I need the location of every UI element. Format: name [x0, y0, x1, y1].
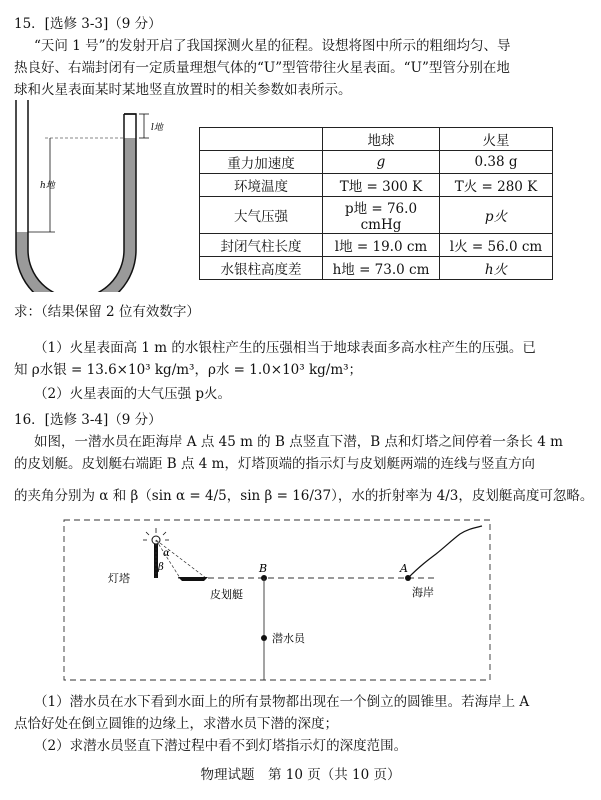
table-cell: 环境温度 [200, 174, 323, 197]
q16-sub1-line1: （1）潜水员在水下看到水面上的所有景物都出现在一个倒立的圆锥里。若海岸上 A [34, 694, 530, 710]
q16-paragraph-line3: 的夹角分别为 α 和 β（sin α = 4/5，sin β = 16/37），水的折射率为 4/3，皮划艇高度可忽略。 [14, 488, 594, 504]
kayak-label: 皮划艇 [210, 588, 243, 601]
lighthouse-label: 灯塔 [108, 572, 130, 585]
tube-outer-wall [16, 100, 136, 292]
angle-beta-label: β [158, 562, 164, 573]
table-cell: p地 = 76.0 cmHg [323, 197, 440, 234]
table-header-cell: 火星 [440, 128, 553, 151]
q15-paragraph-line1: “天问 1 号”的发射开启了我国探测火星的征程。设想将图中所示的粗细均匀、导 [34, 38, 511, 54]
table-header-row [200, 128, 553, 151]
q15-sub2: （2）火星表面的大气压强 p火。 [34, 386, 232, 402]
table-row [200, 257, 553, 280]
coast-label: 海岸 [412, 586, 434, 599]
q16-sub2: （2）求潜水员竖直下潜过程中看不到灯塔指示灯的深度范围。 [34, 738, 408, 754]
table-cell: 0.38 g [440, 151, 553, 174]
q16-heading: 16．[选修 3-4]（9 分） [14, 412, 162, 428]
table-cell: 大气压强 [200, 197, 323, 234]
q15-sub1-line1: （1）火星表面高 1 m 的水银柱产生的压强相当于地球表面多高水柱产生的压强。已 [34, 340, 536, 356]
table-cell: 水银柱高度差 [200, 257, 323, 280]
q16-paragraph-line2: 的皮划艇。皮划艇右端距 B 点 4 m，灯塔顶端的指示灯与皮划艇两端的连线与竖直方向 [14, 456, 535, 472]
table-cell: p火 [440, 197, 553, 234]
label-l-earth: l地 [151, 123, 163, 133]
mercury-column [16, 138, 136, 292]
table-cell: T地 = 300 K [323, 174, 440, 197]
q15-ask: 求：（结果保留 2 位有效数字） [14, 304, 200, 320]
table-cell: l地 = 19.0 cm [323, 234, 440, 257]
tube-inner-wall [28, 100, 124, 292]
q15-paragraph-line2: 热良好、右端封闭有一定质量理想气体的“U”型管带往火星表面。“U”型管分别在地 [14, 60, 510, 76]
u-tube-diagram [8, 100, 168, 292]
diver-label: 潜水员 [272, 632, 305, 645]
table-row [200, 174, 553, 197]
table-row [200, 197, 553, 234]
table-cell: T火 = 280 K [440, 174, 553, 197]
diver-diagram [60, 516, 500, 686]
table-row [200, 234, 553, 257]
q16-sub1-line2: 点恰好处在倒立圆锥的边缘上，求潜水员下潜的深度； [14, 716, 338, 732]
q15-sub1-line2: 知 ρ水银 = 13.6×10³ kg/m³，ρ水 = 1.0×10³ kg/m³； [14, 362, 363, 378]
table-cell: 封闭气柱长度 [200, 234, 323, 257]
q15-heading: 15．[选修 3-3]（9 分） [14, 16, 162, 32]
table-cell: h地 = 73.0 cm [323, 257, 440, 280]
kayak-shape [178, 577, 208, 581]
page-footer: 物理试题 第 10 页（共 10 页） [200, 767, 401, 783]
diagram-frame [64, 520, 490, 680]
parameter-table [199, 127, 553, 280]
label-h-earth: h地 [40, 181, 55, 191]
angle-alpha-label: α [163, 548, 170, 559]
q15-paragraph-line3: 球和火星表面某时某地竖直放置时的相关参数如表所示。 [14, 82, 352, 98]
table-cell: l火 = 56.0 cm [440, 234, 553, 257]
diver-point [261, 635, 267, 641]
q16-paragraph-line1: 如图，一潜水员在距海岸 A 点 45 m 的 B 点竖直下潜，B 点和灯塔之间停着一条长 4 m [34, 434, 563, 450]
point-a-label: A [400, 562, 408, 575]
coastline [408, 526, 482, 578]
table-cell: g [323, 151, 440, 174]
table-cell: h火 [440, 257, 553, 280]
table-cell: 重力加速度 [200, 151, 323, 174]
table-header-cell [200, 128, 323, 151]
table-row [200, 151, 553, 174]
point-b-label: B [259, 562, 268, 575]
table-header-cell: 地球 [323, 128, 440, 151]
